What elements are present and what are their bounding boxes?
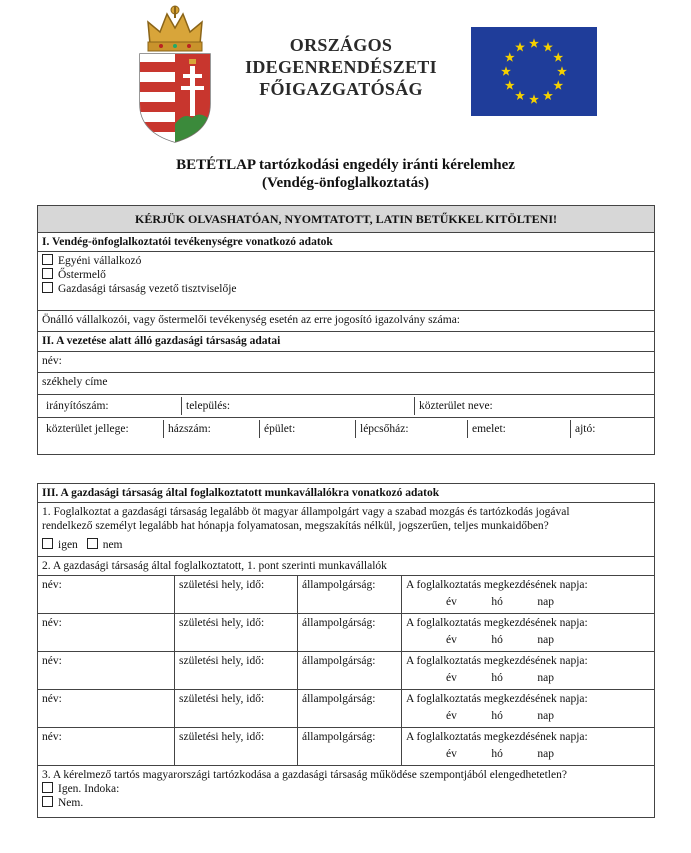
hungarian-coat-of-arms-icon xyxy=(134,4,216,144)
house-number-field[interactable] xyxy=(164,420,260,438)
day-label: nap xyxy=(537,710,554,722)
employee-start-date-field[interactable] xyxy=(402,614,655,652)
answer-yes-label: igen xyxy=(58,539,78,551)
staircase-label: lépcsőház: xyxy=(360,423,409,435)
month-label: hó xyxy=(491,672,503,684)
year-label: év xyxy=(446,710,457,722)
answer-no[interactable] xyxy=(87,539,123,551)
license-number-label: Önálló vállalkozói, vagy őstermelői tevékenység esetén az erre jogosító igazolvány száma: xyxy=(42,314,461,326)
day-label: nap xyxy=(537,596,554,608)
option-label: Őstermelő xyxy=(58,269,106,281)
employee-birth-label: születési hely, idő: xyxy=(179,731,265,743)
question-3 xyxy=(38,766,655,818)
employee-start-date-label: A foglalkoztatás megkezdésének napja: xyxy=(406,579,588,591)
checkbox-icon[interactable] xyxy=(42,796,53,807)
house-number-label: házszám: xyxy=(168,423,211,435)
option-egyeni-vallalkozo[interactable] xyxy=(42,254,650,268)
employee-row xyxy=(38,728,655,766)
employee-name-label: név: xyxy=(42,655,62,667)
answer-3-yes-label: Igen. Indoka: xyxy=(58,783,120,795)
employee-name-label: név: xyxy=(42,693,62,705)
section-1-heading: I. Vendég-önfoglalkoztatói tevékenységre vonatkozó adatok xyxy=(38,233,655,252)
question-3-text: 3. A kérelmező tartós magyarországi tartózkodása a gazdasági társaság működése szempontjából elengedhetetlen? xyxy=(42,769,567,781)
zip-field[interactable] xyxy=(42,397,182,415)
question-1-line-1: 1. Foglalkoztat a gazdasági társaság legalább öt magyar állampolgárt vagy a szabad mozgás és tartózkodás jogával xyxy=(42,506,570,518)
company-seat-field[interactable] xyxy=(38,373,655,395)
zip-label: irányítószám: xyxy=(46,400,109,412)
employee-citizenship-label: állampolgárság: xyxy=(302,617,376,629)
employee-start-date-label: A foglalkoztatás megkezdésének napja: xyxy=(406,617,588,629)
license-number-field[interactable] xyxy=(38,311,655,332)
year-month-day xyxy=(446,595,554,609)
employee-name-label: név: xyxy=(42,617,62,629)
question-1-answers xyxy=(42,538,650,552)
option-vezeto-tisztviselo[interactable] xyxy=(42,282,650,296)
month-label: hó xyxy=(491,710,503,722)
org-line-2: IDEGENRENDÉSZETI xyxy=(245,57,437,77)
title-line-2: (Vendég-önfoglalkoztatás) xyxy=(262,175,429,191)
employee-citizenship-field[interactable] xyxy=(298,614,402,652)
day-label: nap xyxy=(537,634,554,646)
company-name-field[interactable] xyxy=(38,352,655,373)
question-2: 2. A gazdasági társaság által foglalkoztatott, 1. pont szerinti munkavállalók xyxy=(38,557,655,576)
employee-name-field[interactable] xyxy=(38,728,175,766)
answer-3-no[interactable] xyxy=(42,796,650,810)
employee-citizenship-field[interactable] xyxy=(298,576,402,614)
form-table-sections-1-2 xyxy=(37,205,655,455)
employee-citizenship-label: állampolgárság: xyxy=(302,655,376,667)
employee-citizenship-label: állampolgárság: xyxy=(302,731,376,743)
employee-birth-label: születési hely, idő: xyxy=(179,617,265,629)
company-name-label: név: xyxy=(42,355,62,367)
staircase-field[interactable] xyxy=(356,420,468,438)
door-label: ajtó: xyxy=(575,423,596,435)
employee-name-field[interactable] xyxy=(38,614,175,652)
answer-3-no-label: Nem. xyxy=(58,797,84,809)
employee-start-date-label: A foglalkoztatás megkezdésének napja: xyxy=(406,655,588,667)
company-seat-label: székhely címe xyxy=(42,376,108,388)
year-month-day xyxy=(446,633,554,647)
employee-birth-field[interactable] xyxy=(175,690,298,728)
employee-citizenship-field[interactable] xyxy=(298,728,402,766)
answer-no-label: nem xyxy=(102,539,123,551)
year-month-day xyxy=(446,709,554,723)
checkbox-icon[interactable] xyxy=(42,782,53,793)
street-name-label: közterület neve: xyxy=(419,400,493,412)
organization-name xyxy=(226,34,456,100)
employee-name-field[interactable] xyxy=(38,690,175,728)
year-label: év xyxy=(446,672,457,684)
org-line-3: FŐIGAZGATÓSÁG xyxy=(259,79,423,99)
answer-yes[interactable] xyxy=(42,539,78,551)
street-type-label: közterület jellege: xyxy=(46,423,129,435)
employee-birth-label: születési hely, idő: xyxy=(179,655,265,667)
checkbox-icon[interactable] xyxy=(42,282,53,293)
employee-row xyxy=(38,576,655,614)
answer-3-yes[interactable] xyxy=(42,782,650,796)
form-title xyxy=(100,156,591,192)
section-1-options xyxy=(38,252,655,311)
town-field[interactable] xyxy=(182,397,415,415)
instruction-banner: KÉRJÜK OLVASHATÓAN, NYOMTATOTT, LATIN BETŰKKEL KITÖLTENI! xyxy=(38,206,655,233)
employee-name-field[interactable] xyxy=(38,652,175,690)
employee-start-date-label: A foglalkoztatás megkezdésének napja: xyxy=(406,693,588,705)
employee-citizenship-field[interactable] xyxy=(298,690,402,728)
eu-flag-icon xyxy=(471,27,597,116)
option-label: Gazdasági társaság vezető tisztviselője xyxy=(58,283,237,295)
building-label: épület: xyxy=(264,423,296,435)
employee-start-date-field[interactable] xyxy=(402,652,655,690)
employee-birth-field[interactable] xyxy=(175,728,298,766)
employee-citizenship-label: állampolgárság: xyxy=(302,693,376,705)
section-3-heading: III. A gazdasági társaság által foglalkoztatott munkavállalókra vonatkozó adatok xyxy=(38,484,655,503)
question-1-line-2: rendelkező személyt legalább hat hónapja folyamatosan, megszakítás nélkül, jogszerűen, teljes munkaidőben? xyxy=(42,520,549,532)
employee-start-date-field[interactable] xyxy=(402,576,655,614)
year-month-day xyxy=(446,747,554,761)
building-field[interactable] xyxy=(260,420,356,438)
employee-row xyxy=(38,690,655,728)
street-type-field[interactable] xyxy=(42,420,164,438)
month-label: hó xyxy=(491,634,503,646)
checkbox-icon[interactable] xyxy=(42,268,53,279)
year-month-day xyxy=(446,671,554,685)
floor-label: emelet: xyxy=(472,423,506,435)
section-2-heading: II. A vezetése alatt álló gazdasági társaság adatai xyxy=(38,332,655,352)
year-label: év xyxy=(446,634,457,646)
title-line-1: BETÉTLAP tartózkodási engedély iránti kérelemhez xyxy=(176,157,515,173)
town-label: település: xyxy=(186,400,231,412)
employee-row xyxy=(38,652,655,690)
employee-citizenship-field[interactable] xyxy=(298,652,402,690)
address-row-2 xyxy=(38,418,655,455)
employee-birth-field[interactable] xyxy=(175,614,298,652)
address-row-1 xyxy=(38,395,655,418)
month-label: hó xyxy=(491,596,503,608)
month-label: hó xyxy=(491,748,503,760)
question-1 xyxy=(38,503,655,557)
employee-birth-label: születési hely, idő: xyxy=(179,579,265,591)
year-label: év xyxy=(446,748,457,760)
employee-citizenship-label: állampolgárság: xyxy=(302,579,376,591)
checkbox-icon[interactable] xyxy=(42,254,53,265)
employee-start-date-field[interactable] xyxy=(402,728,655,766)
form-table-section-3 xyxy=(37,483,655,818)
employee-birth-label: születési hely, idő: xyxy=(179,693,265,705)
year-label: év xyxy=(446,596,457,608)
employee-start-date-label: A foglalkoztatás megkezdésének napja: xyxy=(406,731,588,743)
org-line-1: ORSZÁGOS xyxy=(289,35,393,55)
day-label: nap xyxy=(537,672,554,684)
employee-birth-field[interactable] xyxy=(175,652,298,690)
floor-field[interactable] xyxy=(468,420,571,438)
option-osttermelo[interactable] xyxy=(42,268,650,282)
employee-start-date-field[interactable] xyxy=(402,690,655,728)
employee-name-field[interactable] xyxy=(38,576,175,614)
checkbox-icon[interactable] xyxy=(42,538,53,549)
checkbox-icon[interactable] xyxy=(87,538,98,549)
street-name-field[interactable] xyxy=(415,397,650,415)
employee-name-label: név: xyxy=(42,731,62,743)
employee-birth-field[interactable] xyxy=(175,576,298,614)
door-field[interactable] xyxy=(571,420,650,438)
option-label: Egyéni vállalkozó xyxy=(58,255,142,267)
employee-rows xyxy=(38,576,655,766)
employee-name-label: név: xyxy=(42,579,62,591)
employee-row xyxy=(38,614,655,652)
day-label: nap xyxy=(537,748,554,760)
